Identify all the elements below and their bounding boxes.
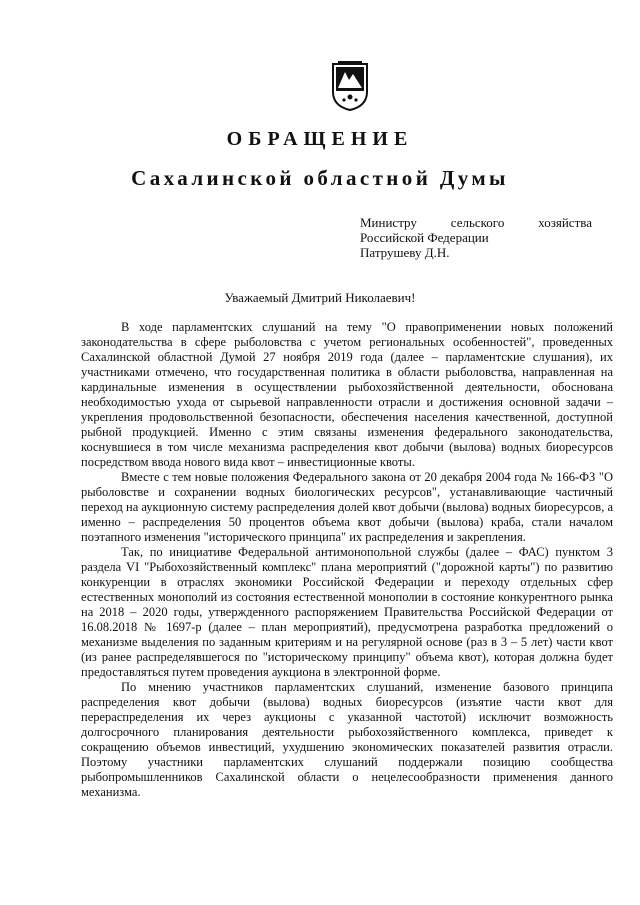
paragraph-4: По мнению участников парламентских слушаний, изменение базового принципа распределения квот добычи (вылова) водных биоресурсов (изъятие части квот для перераспределения их через аукционы с указанной частотой) исключит возможность долгосрочного планирования деятельности рыбохозяйственного комплекса, приведет к сокращению объемов инвестиций, ухудшению экономических показателей развития отрасли. Поэтому участники парламентских слушаний поддержали позицию сообщества рыбопромышленников Сахалинской области о нецелесообразности применения данного механизма. <box>81 680 613 799</box>
addressee-line-2: Российской Федерации <box>360 230 489 245</box>
addressee-word-2: сельского <box>450 215 505 230</box>
letter-body <box>81 320 613 800</box>
document-title: ОБРАЩЕНИЕ <box>226 128 414 150</box>
paragraph-1: В ходе парламентских слушаний на тему "О правоприменении новых положений законодательства в сфере рыболовства с учетом региональных особенностей", проведенных Сахалинской областной Думой 27 ноября 2019 года (далее – парламентские слушания), их участниками отмечено, что государственная политика в области рыболовства, направленная на кардинальные изменения в осуществлении рыбохозяйственной деятельности, обоснована необходимостью ухода от сырьевой направленности отрасли и достижения основной задачи – укрепления продовольственной безопасности, обеспечения населения качественной, доступной рыбной продукцией. Именно с этим связаны изменения федерального законодательства, коснувшиеся в том числе механизма распределения квот добычи (вылова) водных биоресурсов посредством ввода нового вида квот – инвестиционные квоты. <box>81 320 613 469</box>
addressee-line-3: Патрушеву Д.Н. <box>360 245 450 260</box>
document-subtitle: Сахалинской областной Думы <box>131 166 509 190</box>
addressee-word-1: Министру <box>360 215 417 230</box>
salutation: Уважаемый Дмитрий Николаевич! <box>224 290 416 305</box>
addressee-word-3: хозяйства <box>538 215 592 230</box>
paragraph-2: Вместе с тем новые положения Федерального закона от 20 декабря 2004 года № 166-ФЗ "О рыболовстве и сохранении водных биологических ресурсов", устанавливающие частичный переход на аукционную систему распределения долей квот добычи (вылова) водных биоресурсов, а именно – распределения 50 процентов объема квот добычи (вылова) краба, стали началом поэтапного изменения "исторического принципа" их распределения и закрепления. <box>81 470 613 544</box>
addressee-line-1 <box>360 215 592 230</box>
paragraph-3: Так, по инициативе Федеральной антимонопольной службы (далее – ФАС) пунктом 3 раздела VI "Рыбохозяйственный комплекс" плана мероприятий ("дорожной карты") по развитию конкуренции в отраслях экономики Российской Федерации и переходу отдельных сфер естественных монополий из состояния естественной монополии в состояние конкурентного рынка на 2018 – 2020 годы, утвержденного распоряжением Правительства Российской Федерации от 16.08.2018 № 1697-р (далее – план мероприятий), предусмотрена разработка предложений о механизме выделения по заданным критериям и на регулярной основе (раз в 3 – 5 лет) части квот (из ранее распределявшегося по "историческому принципу" объема квот), которая должна будет предоставляться путем проведения аукциона в электронной форме. <box>81 545 613 679</box>
addressee-block <box>360 215 592 260</box>
coat-of-arms-emblem <box>330 60 370 112</box>
